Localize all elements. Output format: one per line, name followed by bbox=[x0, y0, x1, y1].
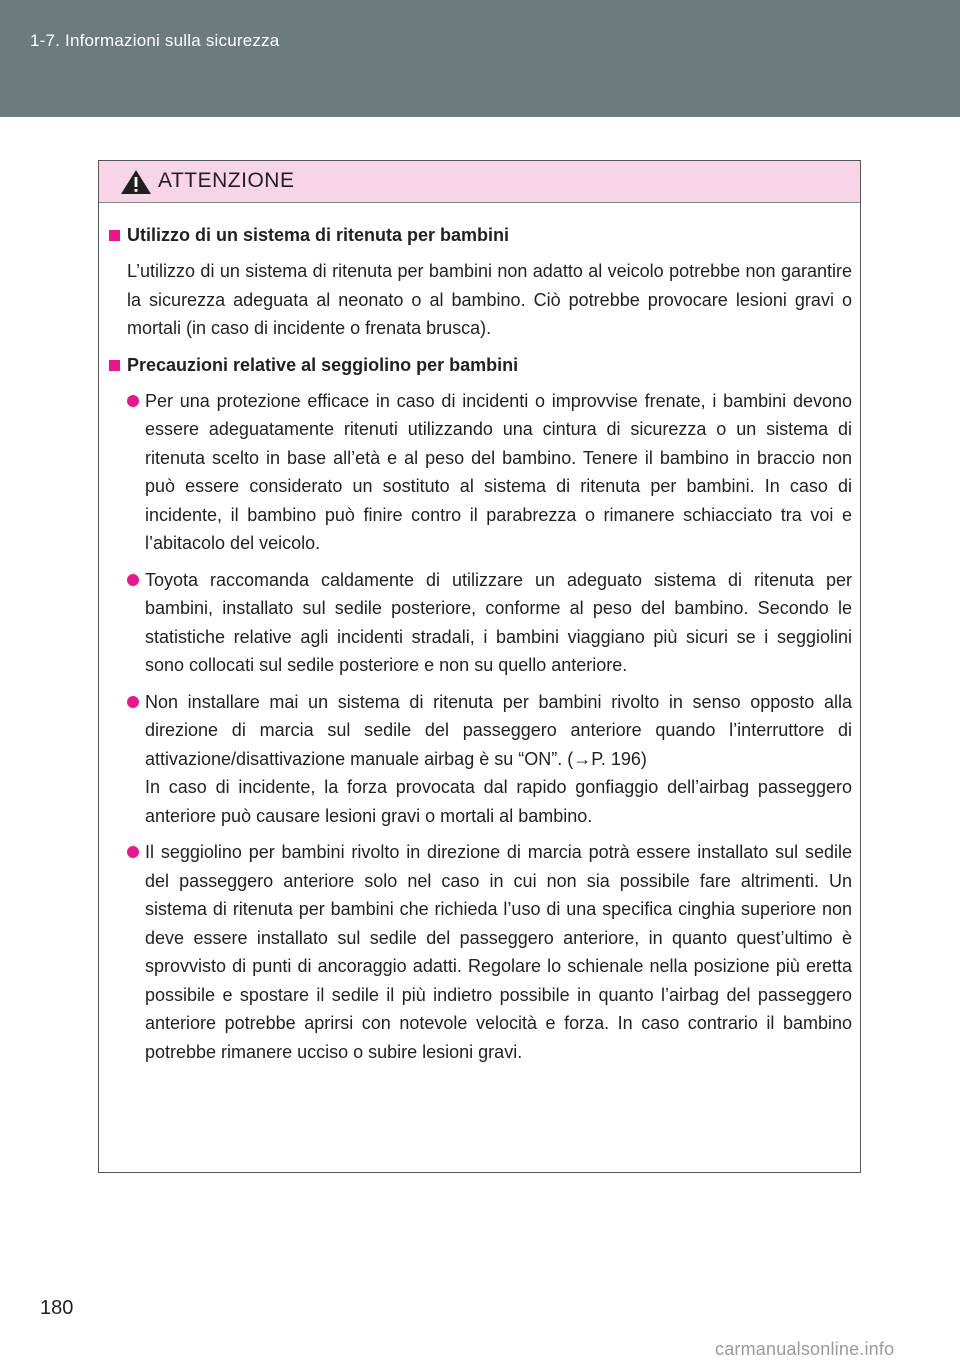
list-item bbox=[107, 566, 852, 680]
round-bullet-icon bbox=[127, 846, 139, 858]
header-band bbox=[0, 0, 960, 117]
round-bullet-icon bbox=[127, 696, 139, 708]
section-heading bbox=[107, 351, 852, 379]
list-item-text: Per una protezione efficace in caso di incidenti o improvvise frenate, i bambini devono essere adeguatamente ritenuti utilizzando una cintura di sicurezza o un sistema di ritenuta scelto in base all’età e al peso del bambino. Tenere il bambino in braccio non può essere considerato un sostituto al sistema di ritenuta per bambini. In caso di incidente, il bambino può finire contro il parabrezza o rimanere schiacciato tra voi e l’abitacolo del veicolo. bbox=[145, 390, 852, 553]
section-heading-text: Precauzioni relative al seggiolino per bambini bbox=[127, 354, 519, 375]
warning-content bbox=[99, 203, 860, 1074]
list-item bbox=[107, 688, 852, 831]
list-item bbox=[107, 838, 852, 1066]
section-paragraph: L’utilizzo di un sistema di ritenuta per bambini non adatto al veicolo potrebbe non garantire la sicurezza adeguata al neonato o al bambino. Ciò potrebbe provocare lesioni gravi o mortali (in caso di incidente o frenata brusca). bbox=[127, 261, 852, 338]
list-item bbox=[107, 387, 852, 558]
list-item-text: Toyota raccomanda caldamente di utilizzare un adeguato sistema di ritenuta per bambini, installato sul sedile posteriore, conforme al peso del bambino. Secondo le statistiche relative agli incidenti stradali, i bambini viaggiano più sicuri se i seggiolini sono collocati sul sedile posteriore e non su quello anteriore. bbox=[145, 569, 852, 675]
list-item-text: Il seggiolino per bambini rivolto in direzione di marcia potrà essere installato sul sedile del passeggero anteriore solo nel caso in cui non sia possibile fare altrimenti. Un sistema di ritenuta per bambini che richieda l’uso di una specifica cinghia superiore non deve essere installato sul sedile del passeggero anteriore, in quanto quest’ultimo è sprovvisto di punti di ancoraggio adatti. Regolare lo schienale nella posizione più eretta possibile e spostare il sedile il più indietro possibile in quanto l’airbag del passeggero anteriore potrebbe aprirsi con notevole velocità e forza. In caso contrario il bambino potrebbe rimanere ucciso o subire lesioni gravi. bbox=[145, 842, 852, 1062]
warning-header bbox=[99, 161, 860, 203]
round-bullet-icon bbox=[127, 395, 139, 407]
page-number: 180 bbox=[40, 1297, 74, 1319]
warning-box bbox=[98, 160, 861, 1173]
section-title: 1-7. Informazioni sulla sicurezza bbox=[30, 31, 280, 50]
square-bullet-icon bbox=[109, 230, 120, 241]
round-bullet-icon bbox=[127, 574, 139, 586]
warning-title: ATTENZIONE bbox=[158, 169, 295, 192]
section-heading-text: Utilizzo di un sistema di ritenuta per bambini bbox=[127, 225, 510, 245]
square-bullet-icon bbox=[109, 360, 120, 371]
watermark: carmanualsonline.info bbox=[715, 1339, 895, 1359]
warning-triangle-icon bbox=[120, 169, 152, 195]
list-item-text-continued: In caso di incidente, la forza provocata dal rapido gonfiaggio dell’airbag passeggero anteriore può causare lesioni gravi o mortali al bambino. bbox=[145, 777, 852, 826]
list-item-text: Non installare mai un sistema di ritenuta per bambini rivolto in senso opposto alla direzione di marcia sul sedile del passeggero anteriore quando l’interruttore di attivazione/disattivazione manuale airbag è su “ON”. (→P. 196) bbox=[145, 691, 852, 769]
section-heading bbox=[107, 221, 852, 249]
